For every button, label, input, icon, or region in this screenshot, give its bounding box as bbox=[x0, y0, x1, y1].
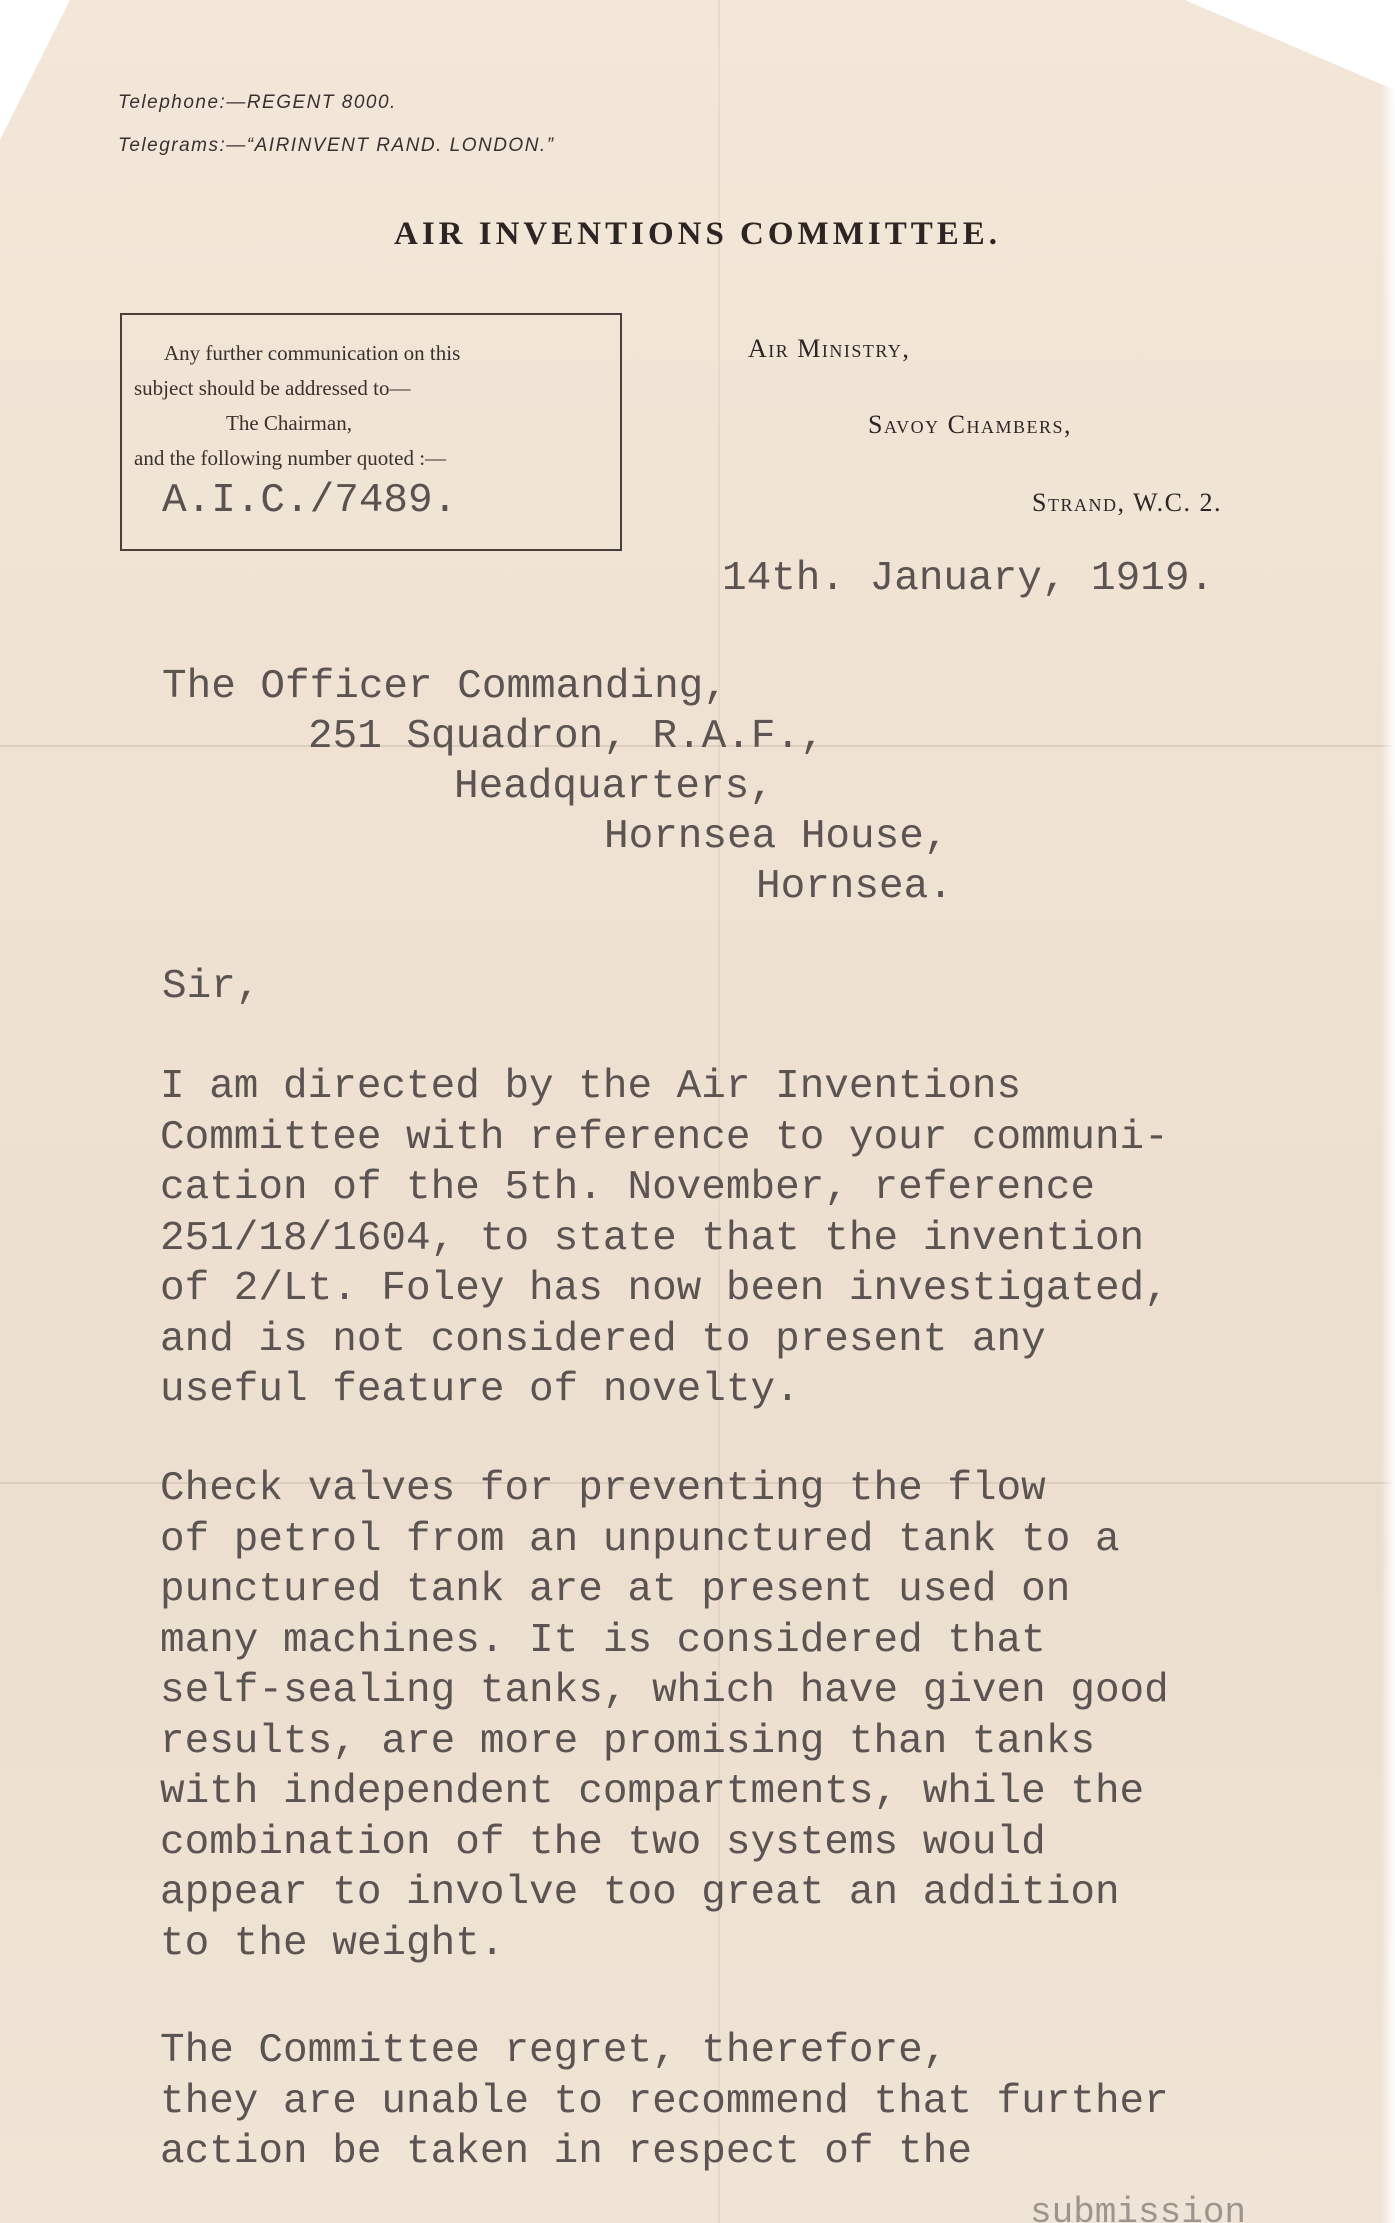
paragraph-line: Committee with reference to your communi- bbox=[160, 1114, 1169, 1161]
torn-corner bbox=[1185, 0, 1395, 90]
paragraph-line: to the weight. bbox=[160, 1920, 505, 1967]
paragraph-line: 251/18/1604, to state that the invention bbox=[160, 1215, 1145, 1262]
paragraph-line: with independent compartments, while the bbox=[160, 1769, 1145, 1815]
recipient-line: Hornsea. bbox=[756, 864, 953, 910]
paragraph-line: of 2/Lt. Foley has now been investigated, bbox=[160, 1266, 1169, 1312]
paragraph-line: The Committee regret, therefore, bbox=[160, 2028, 948, 2074]
recipient-line: Hornsea House, bbox=[604, 814, 949, 860]
paragraph-1 bbox=[160, 1062, 1390, 1416]
salutation: Sir, bbox=[162, 964, 261, 1010]
reference-instruction: subject should be addressed to— bbox=[134, 376, 411, 400]
reference-box bbox=[120, 313, 622, 551]
paragraph-line: action be taken in respect of the bbox=[160, 2129, 972, 2175]
torn-corner bbox=[0, 0, 70, 140]
paragraph-line: self-sealing tanks, which have given good bbox=[160, 1668, 1169, 1714]
reference-number: A.I.C./7489. bbox=[162, 478, 458, 524]
paragraph-3 bbox=[160, 2026, 1390, 2178]
paragraph-line: they are unable to recommend that further bbox=[160, 2078, 1169, 2125]
paragraph-line: Check valves for preventing the flow bbox=[160, 1466, 1046, 1512]
paragraph-line: many machines. It is considered that bbox=[160, 1617, 1046, 1664]
reference-instruction: The Chairman, bbox=[226, 411, 352, 435]
paragraph-line: results, are more promising than tanks bbox=[160, 1718, 1095, 1765]
recipient-line: The Officer Commanding, bbox=[162, 664, 728, 710]
sender-address-line: Savoy Chambers, bbox=[868, 410, 1072, 439]
sender-address-line: Air Ministry, bbox=[748, 334, 911, 363]
letter-date: 14th. January, 1919. bbox=[722, 556, 1215, 602]
paragraph-line: of petrol from an unpunctured tank to a bbox=[160, 1516, 1120, 1563]
paragraph-line: punctured tank are at present used on bbox=[160, 1567, 1071, 1613]
sender-address-line: Strand, W.C. 2. bbox=[1032, 488, 1222, 517]
reference-instruction: and the following number quoted :— bbox=[134, 446, 447, 470]
paragraph-line: useful feature of novelty. bbox=[160, 1367, 800, 1413]
cutoff-text: submission bbox=[1030, 2192, 1247, 2223]
paragraph-line: I am directed by the Air Inventions bbox=[160, 1064, 1022, 1110]
recipient-line: 251 Squadron, R.A.F., bbox=[308, 714, 825, 760]
paragraph-line: cation of the 5th. November, reference bbox=[160, 1165, 1095, 1211]
telegrams-line: Telegrams:—“AIRINVENT RAND. LONDON.” bbox=[118, 135, 555, 156]
paragraph-line: combination of the two systems would bbox=[160, 1819, 1046, 1866]
reference-instruction: Any further communication on this bbox=[164, 341, 461, 365]
recipient-line: Headquarters, bbox=[454, 764, 774, 810]
telephone-line: Telephone:—REGENT 8000. bbox=[118, 92, 397, 113]
paragraph-line: and is not considered to present any bbox=[160, 1316, 1046, 1363]
committee-heading: AIR INVENTIONS COMMITTEE. bbox=[394, 216, 1001, 252]
paragraph-2 bbox=[160, 1464, 1390, 1969]
paragraph-line: appear to involve too great an addition bbox=[160, 1870, 1120, 1916]
